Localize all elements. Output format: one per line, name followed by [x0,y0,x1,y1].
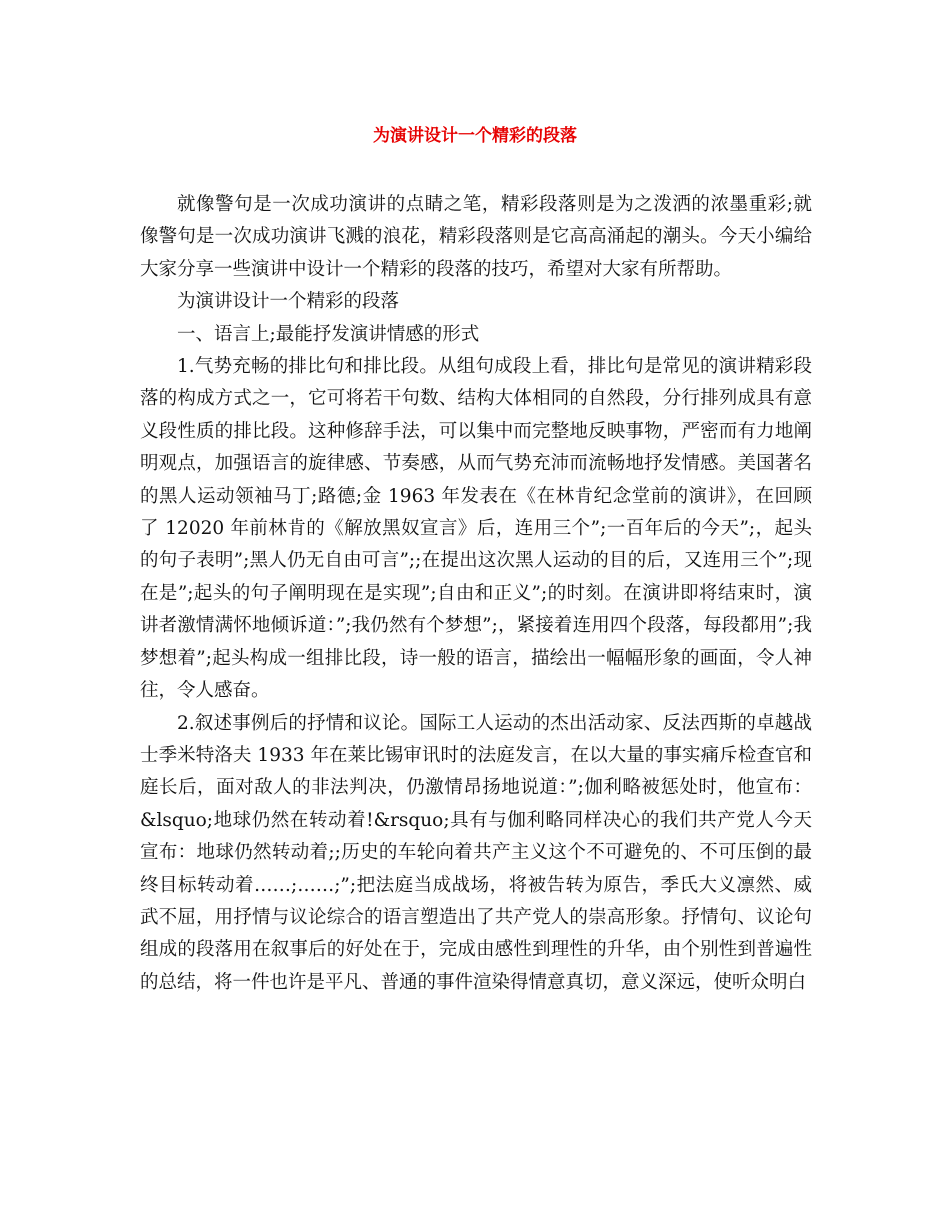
paragraph-intro: 就像警句是一次成功演讲的点睛之笔，精彩段落则是为之泼洒的浓墨重彩;就像警句是一次成功演讲飞溅的浪花，精彩段落则是它高高涌起的潮头。今天小编给大家分享一些演讲中设计一个精彩的段落的技巧，希望对大家有所帮助。 [140,194,812,280]
paragraph-point-1: 1.气势充畅的排比句和排比段。从组句成段上看，排比句是常见的演讲精彩段落的构成方式之一，它可将若干句数、结构大体相同的自然段，分行排列成具有意义段性质的排比段。这种修辞手法，可以集中而完整地反映事物，严密而有力地阐明观点，加强语言的旋律感、节奏感，从而气势充沛而流畅地抒发情感。美国著名的黑人运动领袖马丁;路德;金 1963 年发表在《在林肯纪念堂前的演讲》，在回顾了 12020 年前林肯的《解放黑奴宣言》后，连用三个”;一百年后的今天”;，起头的句子表明”;黑人仍无自由可言”;;在提出这次黑人运动的目的后，又连用三个”;现在是”;起头的句子阐明现在是实现”;自由和正义”;的时刻。在演讲即将结束时，演讲者激情满怀地倾诉道：”;我仍然有个梦想”;，紧接着连用四个段落，每段都用”;我梦想着”;起头构成一组排比段，诗一般的语言，描绘出一幅幅形象的画面，令人神往，令人感奋。 [140,356,812,702]
paragraph-subtitle: 为演讲设计一个精彩的段落 [177,291,400,313]
section-heading: 一、语言上;最能抒发演讲情感的形式 [177,323,480,345]
document-body [140,189,812,999]
document-title: 为演讲设计一个精彩的段落 [373,126,577,146]
paragraph-point-2: 2.叙述事例后的抒情和议论。国际工人运动的杰出活动家、反法西斯的卓越战士季米特洛夫 1933 年在莱比锡审讯时的法庭发言，在以大量的事实痛斥检查官和庭长后，面对敌人的非法判决，仍激情昂扬地说道：”;伽利略被惩处时，他宣布：&lsquo;地球仍然在转动着!&rsquo;具有与伽利略同样决心的我们共产党人今天宣布：地球仍然转动着;;历史的车轮向着共产主义这个不可避免的、不可压倒的最终目标转动着……;……;”;把法庭当成战场，将被告转为原告，季氏大义凛然、威武不屈，用抒情与议论综合的语言塑造出了共产党人的崇高形象。抒情句、议论句组成的段落用在叙事后的好处在于，完成由感性到理性的升华，由个别性到普遍性的总结，将一件也许是平凡、普通的事件渲染得情意真切，意义深远，使听众明白 [140,712,812,993]
